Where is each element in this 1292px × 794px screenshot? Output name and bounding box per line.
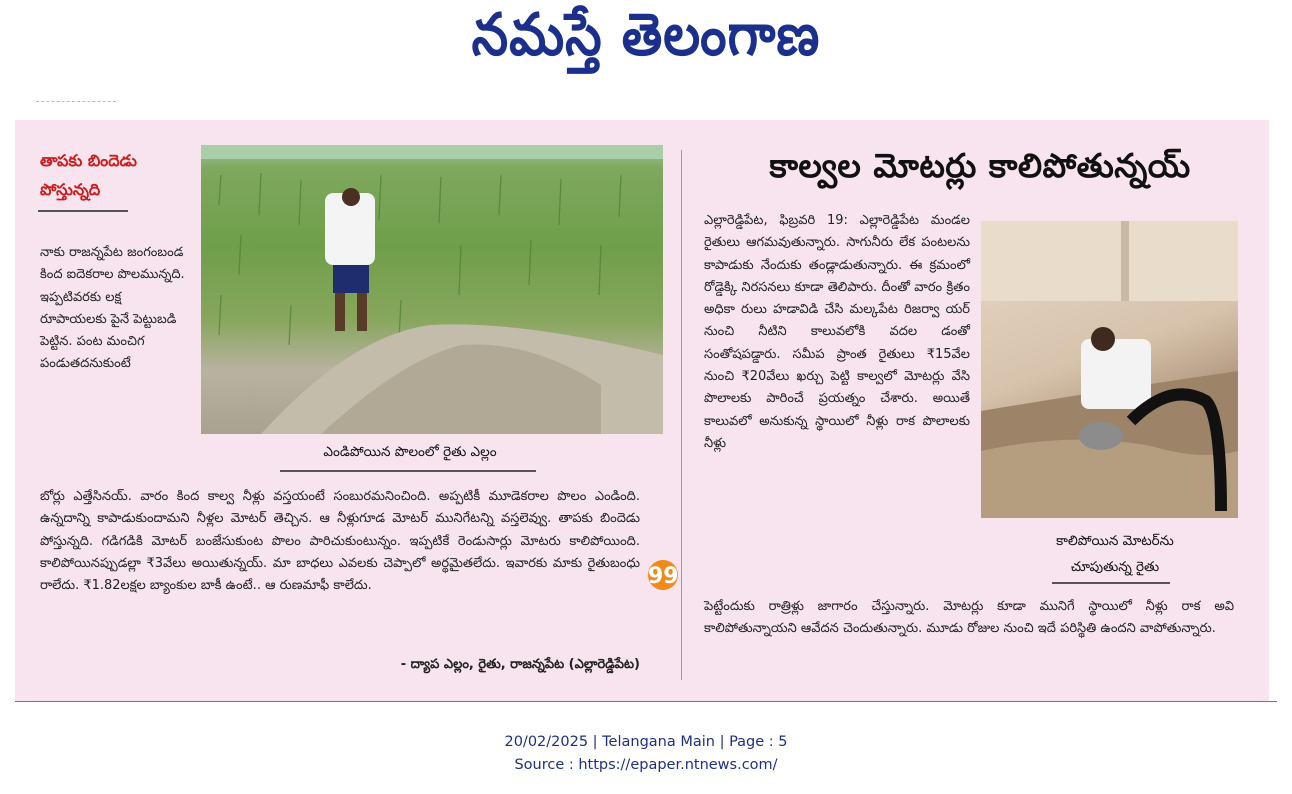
right-photo-caption-line2: చూపుతున్న రైతు xyxy=(1070,559,1160,575)
burnt-motor-photo xyxy=(981,221,1238,518)
footer xyxy=(0,731,1292,777)
top-divider xyxy=(36,101,116,102)
left-story-signoff: - ద్యాప ఎల్లం, రైతు, రాజన్నపేట (ఎల్లారెడ్డిపేట) xyxy=(400,657,640,672)
column-divider xyxy=(681,150,682,680)
kicker-underline xyxy=(38,210,128,212)
bottom-divider xyxy=(15,701,1277,702)
footer-date-edition: 20/02/2025 | Telangana Main | Page : 5 xyxy=(504,734,788,750)
left-story-body-wide: బోర్లు ఎత్తేసినయ్. వారం కింద కాల్వ నీళ్లు వస్తయంటే సంబురమనించింది. అప్పటికీ మూడెకరాల పొలం ఎండింది. ఉన్నదాన్ని కాపాడుకుందామని నీళ్లల మోటర్ తెచ్చిన. ఆ నీళ్లుగూడ మోటర్ మునిగేటన్ని వస్తలెవ్వు. తాపకు బిందెడు పోస్తున్నది. గడిగడికి మోటర్ బంజేసుకుంట పొలం పారిచుకుంటున్నం. ఇప్పటికే రెండుసార్లు మోటరు కాలిపోయింది. కాలిపోయినప్పుడల్లా ₹3వేలు అయితున్నయ్. మా బాధలు ఎవలకు చెప్పాలో అర్థమైతలేదు. ఇవారకు మాకు రైతుబంధు రాలేదు. ₹1.82లక్షల బ్యాంకుల బాకీ ఉంటే.. ఆ రుణమాఫీ కాలేదు. xyxy=(40,489,640,594)
farmer-field-illustration xyxy=(201,145,663,434)
newspaper-title: నమస్తే తెలంగాణ xyxy=(471,1,821,69)
right-photo-caption-line1: కాలిపోయిన మోటర్‌ను xyxy=(1056,533,1174,549)
caption-underline xyxy=(280,470,536,472)
right-photo-caption xyxy=(1010,528,1220,580)
right-story-body-wide: పెట్టేందుకు రాత్రిళ్లు జాగారం చేస్తున్నారు. మోటర్లు కూడా మునిగే స్థాయిలో నీళ్లు రాక అవి కాలిపోతున్నాయని ఆవేదన చెందుతున్నారు. మూడు రోజుల నుంచి ఇదే పరిస్థితి ఉందని వాపోతున్నారు. xyxy=(704,599,1234,637)
footer-source: Source : https://epaper.ntnews.com/ xyxy=(514,757,778,773)
right-story-body-column: ఎల్లారెడ్డిపేట, ఫిబ్రవరి 19: ఎల్లారెడ్డిపేట మండల రైతులు ఆగమవుతున్నారు. సాగునీరు లేక పంటలను కాపాడుకు నేందుకు తండ్లాడుతున్నారు. ఈ క్రమంలో రోడ్డెక్కి నిరసనలు కూడా తెలిపారు. దీంతో వారం క్రితం అధికా రులు హడావిడి చేసి మల్కపేట రిజర్వా యర్ నుంచి నీటిని కాలువలోకి వదల డంతో సంతోషపడ్డారు. సమీప ప్రాంత రైతులు ₹15వేల నుంచి ₹20వేలు ఖర్చు పెట్టి కాల్వలో మోటర్లు వేసి పొలాలకు పారించే ప్రయత్నం చేశారు. అయితే కాలువలో అనుకున్న స్థాయిలో నీళ్లు రాక పొలాలకు నీళ్లు xyxy=(704,213,970,451)
caption-underline-right xyxy=(1052,582,1170,584)
left-story-kicker: తాపకు బిందెడు పోస్తున్నది xyxy=(40,151,137,199)
burnt-motor-illustration xyxy=(981,221,1238,518)
quote-icon: 99 xyxy=(648,560,678,590)
left-story-body-narrow: నాకు రాజన్నపేట జంగంబండ కింద ఐదెకరాల పొలమున్నది. ఇప్పటివరకు లక్ష రూపాయలకు పైనే పెట్టుబడి పెట్టిన. పంట మంచిగ పండుతదనుకుంటే xyxy=(40,245,185,372)
farmer-field-photo xyxy=(201,145,663,434)
left-photo-caption: ఎండిపోయిన పొలంలో రైతు ఎల్లం xyxy=(323,444,497,460)
right-story-headline: కాల్వల మోటర్లు కాలిపోతున్నయ్ xyxy=(769,146,1191,185)
masthead xyxy=(0,0,1292,90)
